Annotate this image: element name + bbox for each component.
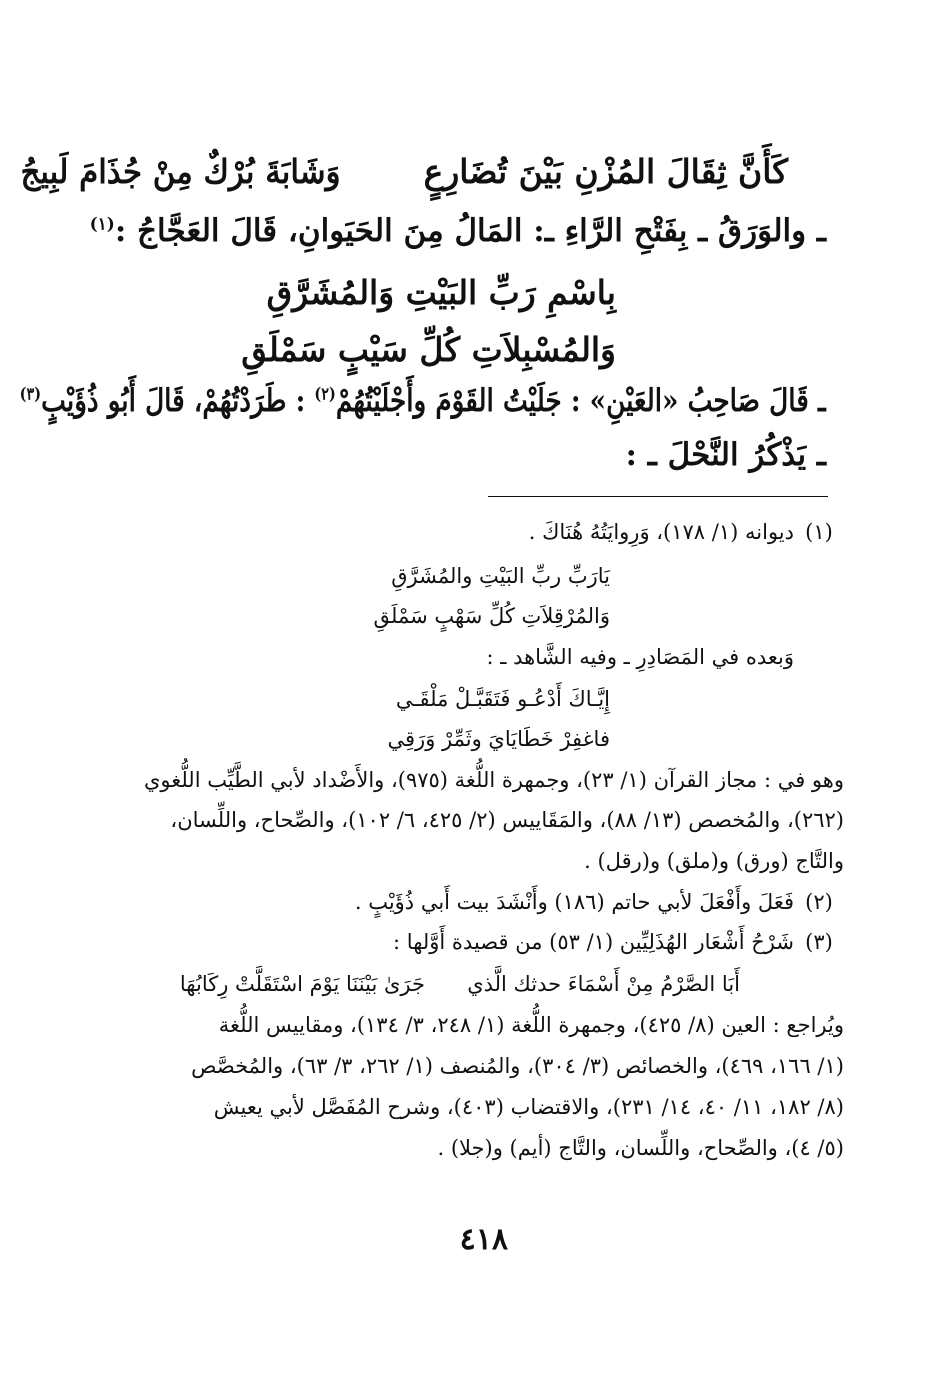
footnote-1-number: (١) [805, 520, 833, 544]
footnote-3-ref-line-1: ويُراجع : العين (٨/ ٤٢٥)، وجمهرة اللُّغة (١/ ٢٤٨، ٣/ ١٣٤)، ومقاييس اللُّغة [218, 1013, 844, 1037]
footnote-1-text: ديوانه (١/ ١٧٨)، وَرِوايَتُهُ هُنَاكَ . [528, 520, 794, 544]
footnote-1-verse-2: وَالمُرْقِلاَتِ كُلِّ سَهْبٍ سَمْلَقِ [373, 604, 610, 628]
footnote-separator [488, 496, 828, 497]
footnote-3-text: شَرْحُ أَشْعَار الهُذَلِيِّين (١/ ٥٣) من قصيدة أَوَّلها : [393, 930, 794, 954]
footnote-2-text: فَعَلَ وأَفْعَلَ لأبي حاتم (١٨٦) وأَنْشَدَ بيت أَبي ذُؤَيْبٍ . [354, 890, 794, 914]
footnote-1-verse-1: يَارَبِّ ربِّ البَيْتِ والمُشَرَّقِ [391, 564, 610, 588]
verse-1-left-hemistich: وَشَابَةَ بُرْكٌ مِنْ جُذَامَ لَبِيجُ [20, 152, 340, 191]
page-number: ٤١٨ [459, 1222, 508, 1257]
footnote-1-verse-3: إِيَّـاكَ أَدْعُـو فَتَقَبَّـلْ مَلْقَـي [395, 687, 610, 711]
main-line-5-text-a: ـ قَالَ صَاحِبُ «العَيْنِ» : جَلَيْتُ القَوْمَ وأَجْلَيْتُهُمْ [336, 383, 826, 419]
footnote-1-ref-line-1: وهو في : مجاز القرآن (١/ ٢٣)، وجمهرة اللُّغة (٩٧٥)، والأَضْداد لأبي الطَّيِّب اللُّغوي [143, 768, 844, 792]
footnote-2 [355, 892, 844, 913]
footnote-3-ref-line-3: (٨/ ١٨٢، ١١/ ٤٠، ١٤/ ٢٣١)، والاقتضاب (٤٠٣)، وشرح المُفَصَّل لأبي يعيش [213, 1095, 844, 1119]
footnote-3-verse-left: جَرَىٰ بَيْنَنَا يَوْمَ اسْتَقَلَّتْ رِكَابُهَا [179, 972, 425, 996]
footnote-3-ref-line-4: (٥/ ٤)، والصِّحاح، واللِّسان، والتَّاج (أيم) و(جلا) . [437, 1136, 844, 1160]
main-line-2-text: ـ والوَرَقُ ـ بِفَتْحِ الرَّاءِ ـ: المَالُ مِنَ الحَيَوانِ، قَالَ العَجَّاجُ : [114, 213, 826, 249]
footnote-1-line-1 [529, 522, 844, 543]
footnote-3-line-1 [393, 932, 844, 953]
main-line-5-text-b: : طَرَدْتُهُمْ، قَالَ أَبُو ذُؤَيْبٍ [41, 383, 306, 419]
footnote-ref-2: (٢) [314, 384, 337, 405]
footnote-3-verse-right: أَبَا الصَّرْمُ مِنْ أَسْمَاءَ حدثك الَّذي [467, 972, 740, 996]
rajaz-line-1: بِاسْمِ رَبِّ البَيْتِ وَالمُشَرَّقِ [266, 273, 616, 312]
footnote-3-number: (٣) [805, 930, 833, 954]
main-line-5 [20, 383, 826, 419]
footnote-ref-1: (١) [89, 214, 115, 235]
main-line-6: ـ يَذْكُرُ النَّحْلَ ـ : [625, 437, 826, 473]
footnote-1-verse-4: فاغفِرْ خَطَايَايَ وثَمِّرْ وَرَقِي [387, 727, 610, 751]
footnote-1-note: وَبعده في المَصَادِرِ ـ وفيه الشَّاهد ـ : [486, 645, 794, 669]
footnote-1-ref-line-3: والتَّاج (ورق) و(ملق) و(رقل) . [584, 849, 844, 873]
main-line-2 [89, 213, 826, 249]
footnote-ref-3: (٣) [20, 384, 42, 405]
footnote-3-ref-line-2: (١/ ١٦٦، ٤٦٩)، والخصائص (٣/ ٣٠٤)، والمُنصف (١/ ٢٦٢، ٣/ ٦٣)، والمُخصَّص [191, 1054, 844, 1078]
verse-1-right-hemistich: كَأَنَّ ثِقَالَ المُزْنِ بَيْنَ تُضَارِعٍ [423, 152, 788, 191]
footnote-1-ref-line-2: (٢٦٢)، والمُخصص (١٣/ ٨٨)، والمَقَاييس (٢/ ٤٢٥، ٦/ ١٠٢)، والصِّحاح، واللِّسان، [170, 808, 844, 832]
footnote-2-number: (٢) [805, 890, 833, 914]
rajaz-line-2: وَالمُسْبِلاَتِ كُلِّ سَيْبٍ سَمْلَقِ [241, 330, 616, 369]
